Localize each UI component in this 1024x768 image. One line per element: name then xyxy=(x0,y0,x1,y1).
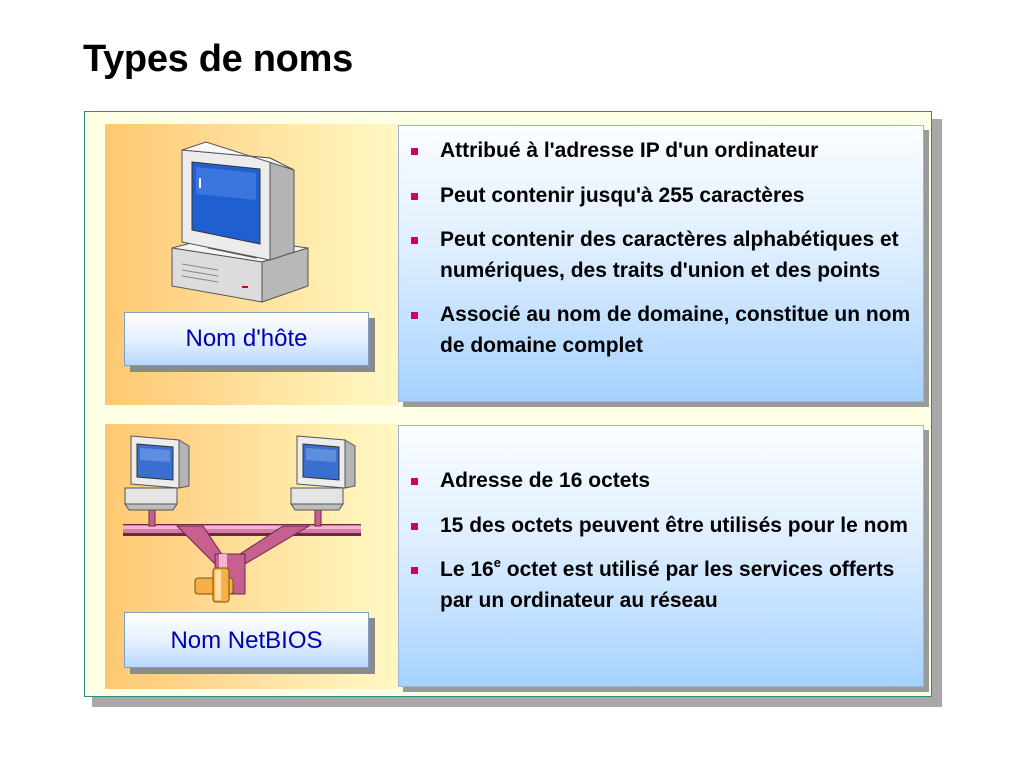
bullet-text: Peut contenir des caractères alphabétiques et numériques, des traits d'union et des points xyxy=(440,228,899,282)
bullet-text: Adresse de 16 octets xyxy=(440,469,651,492)
bullet-item xyxy=(411,181,915,212)
desktop-computer-icon xyxy=(160,140,320,310)
bullet-item xyxy=(411,300,915,361)
netbios-bullets-panel xyxy=(398,425,924,687)
bullet-square-icon xyxy=(411,237,418,244)
bullet-square-icon xyxy=(411,193,418,200)
bullet-text: 15 des octets peuvent être utilisés pour le nom xyxy=(440,513,908,537)
bullet-item xyxy=(411,136,915,167)
bullet-text: Associé au nom de domaine, constitue un nom de domaine complet xyxy=(440,303,911,357)
netbios-label: Nom NetBIOS xyxy=(124,612,369,668)
bullet-square-icon xyxy=(411,523,418,530)
bullet-text: Attribué à l'adresse IP d'un ordinateur xyxy=(440,139,819,162)
bullet-text: Peut contenir jusqu'à 255 caractères xyxy=(440,183,805,207)
bullet-item xyxy=(411,511,915,542)
ordinal-superscript: e xyxy=(493,555,501,570)
bullet-square-icon xyxy=(411,567,418,574)
network-computers-icon xyxy=(115,430,375,620)
bullet-text-prefix: Le 16 xyxy=(440,558,494,581)
bullet-text-suffix: octet est utilisé par les services offerts par un ordinateur au réseau xyxy=(440,558,895,612)
hostname-bullets-panel xyxy=(398,125,924,402)
bullet-item xyxy=(411,555,915,616)
hostname-bullet-list xyxy=(411,136,915,375)
bullet-square-icon xyxy=(411,148,418,155)
hostname-label: Nom d'hôte xyxy=(124,312,369,366)
slide-title: Types de noms xyxy=(83,38,353,80)
netbios-bullet-list xyxy=(411,466,915,630)
bullet-item xyxy=(411,225,915,286)
bullet-item xyxy=(411,466,915,497)
bullet-square-icon xyxy=(411,478,418,485)
bullet-square-icon xyxy=(411,312,418,319)
